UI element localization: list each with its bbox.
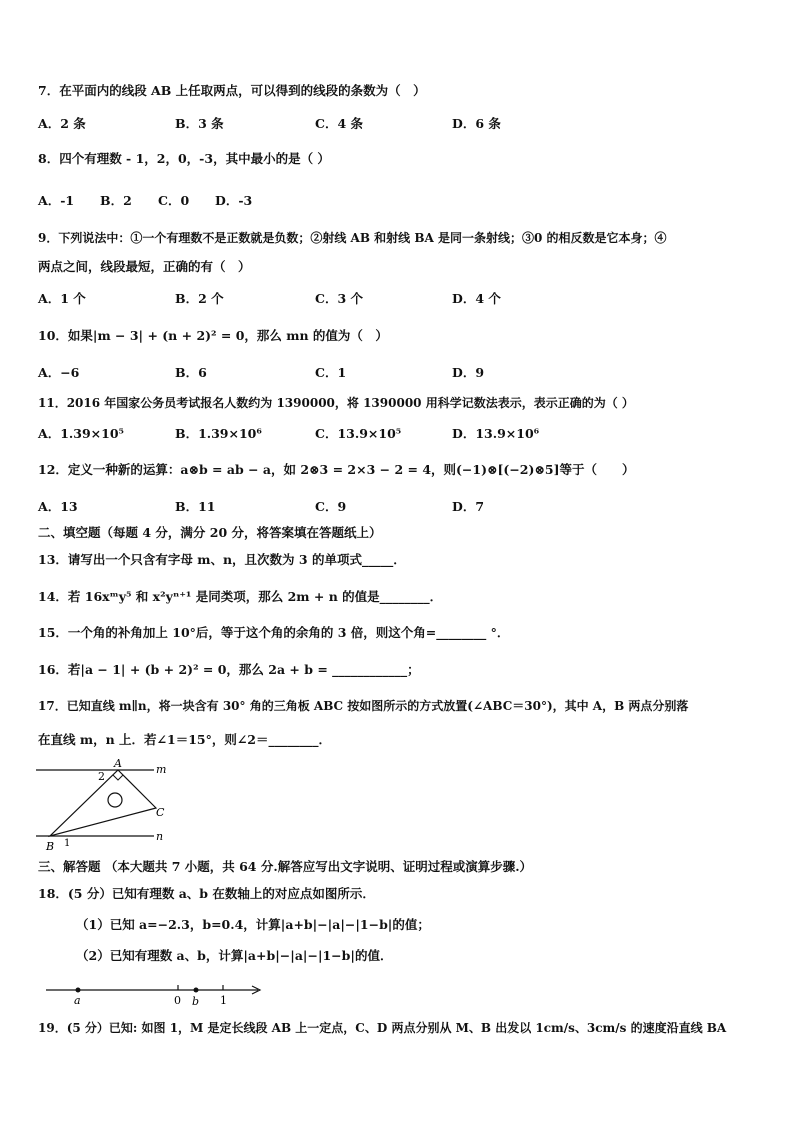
question-17-line1: 17．已知直线 m∥n，将一块含有 30° 角的三角板 ABC 按如图所示的方式放置(∠ABC＝30°)，其中 A，B 两点分别落 — [38, 699, 689, 713]
label-a-point: a — [74, 994, 81, 1007]
q8-option-a: A．-1 — [38, 193, 75, 208]
question-9-stem-line2: 两点之间，线段最短，正确的有（ ） — [38, 259, 251, 274]
q12-option-c: C．9 — [315, 499, 347, 514]
q7-option-c: C．4 条 — [315, 116, 363, 131]
question-18-stem: 18．(5 分）已知有理数 a、b 在数轴上的对应点如图所示． — [38, 886, 375, 901]
question-15: 15．一个角的补角加上 10°后，等于这个角的余角的 3 倍，则这个角=________ °． — [38, 625, 510, 640]
triangle-hole — [108, 793, 122, 807]
q9-option-d: D．4 个 — [452, 291, 501, 306]
q9-option-a: A．1 个 — [38, 291, 86, 306]
right-angle-mark — [113, 775, 123, 780]
question-9-stem-line1: 9．下列说法中：①一个有理数不是正数就是负数；②射线 AB 和射线 BA 是同一条射线；③0 的相反数是它本身；④ — [38, 231, 667, 245]
question-10-stem: 10．如果|m − 3| + (n + 2)² = 0，那么 mn 的值为（ ） — [38, 328, 388, 343]
question-12-stem: 12．定义一种新的运算：a⊗b = ab − a，如 2⊗3 = 2×3 − 2 = 4，则(−1)⊗[(−2)⊗5]等于（ ） — [38, 462, 635, 477]
point-b — [194, 988, 199, 993]
question-13: 13．请写出一个只含有字母 m、n，且次数为 3 的单项式_____． — [38, 552, 406, 567]
question-18-part2: （2）已知有理数 a、b，计算|a+b|−|a|−|1−b|的值． — [76, 948, 393, 963]
triangle-figure — [36, 758, 196, 853]
q10-option-a: A．−6 — [38, 365, 80, 380]
question-17-line2: 在直线 m，n 上．若∠1＝15°，则∠2＝________． — [38, 732, 332, 747]
q7-option-a: A．2 条 — [38, 116, 86, 131]
question-16: 16．若|a − 1| + (b + 2)² = 0，那么 2a + b = ____________； — [38, 662, 420, 677]
q8-option-c: C．0 — [158, 193, 190, 208]
q10-option-b: B．6 — [175, 365, 207, 380]
label-a: A — [114, 758, 122, 770]
section-2-heading: 二、填空题（每题 4 分，满分 20 分，将答案填在答题纸上） — [38, 525, 382, 540]
q7-option-b: B．3 条 — [175, 116, 224, 131]
question-11-stem: 11．2016 年国家公务员考试报名人数约为 1390000，将 1390000 用科学记数法表示，表示正确的为（ ） — [38, 396, 634, 410]
label-c: C — [156, 806, 165, 819]
question-18-part1: （1）已知 a=−2.3，b=0.4，计算|a+b|−|a|−|1−b|的值； — [76, 917, 430, 932]
q11-option-a: A．1.39×10⁵ — [38, 426, 124, 441]
q7-option-d: D．6 条 — [452, 116, 501, 131]
q12-option-d: D．7 — [452, 499, 485, 514]
label-n: n — [156, 830, 164, 843]
label-1: 1 — [64, 838, 71, 849]
q9-option-b: B．2 个 — [175, 291, 224, 306]
label-one: 1 — [220, 994, 227, 1007]
label-zero: 0 — [174, 994, 181, 1007]
q9-option-c: C．3 个 — [315, 291, 363, 306]
q11-option-b: B．1.39×10⁶ — [175, 426, 262, 441]
label-b-point: b — [192, 995, 200, 1008]
point-a — [76, 988, 81, 993]
label-m: m — [156, 763, 167, 776]
q8-option-d: D．-3 — [215, 193, 253, 208]
label-2: 2 — [98, 770, 105, 783]
q8-option-b: B．2 — [100, 193, 132, 208]
question-19-stem: 19．(5 分）已知: 如图 1，M 是定长线段 AB 上一定点，C、D 两点分别从 M、B 出发以 1cm/s、3cm/s 的速度沿直线 BA — [38, 1021, 727, 1035]
question-14: 14．若 16xᵐy⁵ 和 x²yⁿ⁺¹ 是同类项，那么 2m + n 的值是________． — [38, 589, 443, 604]
q12-option-a: A．13 — [38, 499, 78, 514]
question-7-stem: 7．在平面内的线段 AB 上任取两点，可以得到的线段的条数为（ ） — [38, 83, 426, 98]
q12-option-b: B．11 — [175, 499, 216, 514]
q10-option-c: C．1 — [315, 365, 347, 380]
q11-option-c: C．13.9×10⁵ — [315, 426, 402, 441]
section-3-heading: 三、解答题 （本大题共 7 小题，共 64 分.解答应写出文字说明、证明过程或演算步骤.） — [38, 859, 533, 874]
question-8-stem: 8．四个有理数 - 1，2，0，-3，其中最小的是（ ） — [38, 151, 330, 166]
number-line-figure — [40, 978, 280, 1008]
q11-option-d: D．13.9×10⁶ — [452, 426, 540, 441]
label-b: B — [46, 840, 55, 853]
q10-option-d: D．9 — [452, 365, 485, 380]
